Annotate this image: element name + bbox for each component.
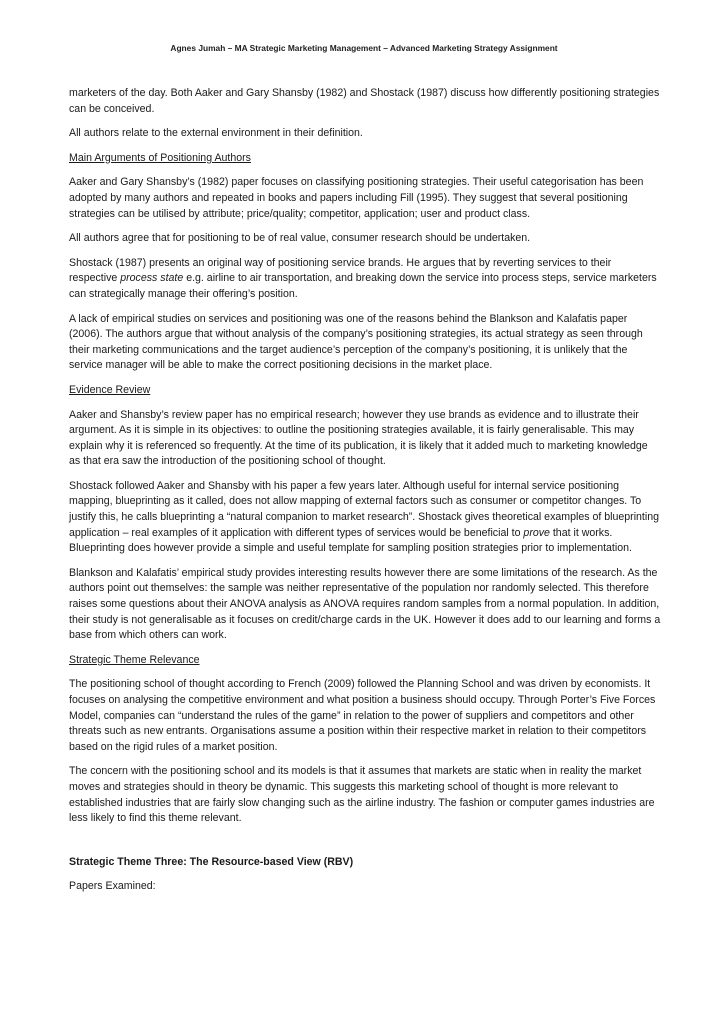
running-header: Agnes Jumah – MA Strategic Marketing Management – Advanced Marketing Strategy Assignment xyxy=(170,43,558,53)
text-run: Strategic Theme Three: The Resource-based View (RBV) xyxy=(69,855,354,868)
body-paragraph xyxy=(69,256,661,303)
theme-heading xyxy=(69,855,661,871)
italic-text: prove xyxy=(523,526,550,539)
body-paragraph xyxy=(69,312,661,374)
text-run: A lack of empirical studies on services and positioning was one of the reasons behind the Blankson and Kalafatis paper (2006). The authors argue that without analysis of the company’s positioning strategies, its actual strategy as seen through their marketing communications and the target audience’s perception of the company’s positioning, it is unlikely that the service manager will be able to make the correct positioning decisions in the market place. xyxy=(69,312,643,372)
text-run: Shostack (1987) presents an original way of positioning service brands. He argues that by reverting services to their respective xyxy=(69,256,612,285)
body-paragraph xyxy=(69,86,661,117)
text-run: Main Arguments of Positioning Authors xyxy=(69,151,251,164)
body-paragraph xyxy=(69,231,661,247)
text-run: Aaker and Shansby’s review paper has no empirical research; however they use brands as evidence and to illustrate their argument. As it is simple in its objectives: to outline the positioning strategies available, it is fairly generalisable. This may explain why it is referenced so frequently. At the time of its publication, it is likely that it added much to marketing knowledge as that era saw the introduction of the positioning school of thought. xyxy=(69,408,648,468)
body-paragraph xyxy=(69,408,661,470)
text-run: All authors relate to the external environment in their definition. xyxy=(69,127,363,140)
text-run: marketers of the day. Both Aaker and Gary Shansby (1982) and Shostack (1987) discuss how differently positioning strategies can be conceived. xyxy=(69,87,660,115)
document-body xyxy=(69,86,661,904)
text-run: The positioning school of thought according to French (2009) followed the Planning School and was driven by economists. It focuses on analysing the competitive environment and what position a business should occupy. Through Porter’s Five Forces Model, companies can “understand the rules of the game” in relation to the power of suppliers and competitors and other threats such as new entrants. Organisations assume a position within their respective market in relation to their competitors based on the rigid rules of a market position. xyxy=(69,678,656,753)
text-run: that it works. Blueprinting does however provide a simple and useful template for sampling position strategies prior to implementation. xyxy=(69,526,632,555)
text-run: The concern with the positioning school and its models is that it assumes that markets are static when in reality the market moves and strategies should in theory be dynamic. This suggests this marketing school of thought is more relevant to established industries that are fairly slow changing such as the airline industry. The fashion or computer games industries are less likely to find this theme relevant. xyxy=(69,765,655,825)
section-heading xyxy=(69,151,661,167)
text-run: All authors agree that for positioning to be of real value, consumer research should be undertaken. xyxy=(69,232,531,245)
text-run: Aaker and Gary Shansby’s (1982) paper focuses on classifying positioning strategies. Their useful categorisation has been adopted by many authors and repeated in books and papers including Fill (1995). They suggest that several positioning strategies can be utilised by attribute; price/quality; competitor, application; user and product class. xyxy=(69,176,644,220)
text-run: e.g. airline to air transportation, and breaking down the service into process steps, service marketers can strategically manage their offering’s position. xyxy=(69,272,657,300)
text-run: Papers Examined: xyxy=(69,880,156,893)
text-run: Blankson and Kalafatis’ empirical study provides interesting results however there are some limitations of the research. As the authors point out themselves: the sample was neither representative of the population nor randomly selected. This therefore raises some questions about their ANOVA analysis as ANOVA requires random samples from a normal population. In addition, their study is not generalisable as it focuses on credit/charge cards in the UK. However it does add to our learning and forms a base from which others can work. xyxy=(69,566,661,642)
body-paragraph xyxy=(69,764,661,826)
italic-text: process state xyxy=(120,272,184,285)
text-run: Strategic Theme Relevance xyxy=(69,653,200,666)
body-paragraph xyxy=(69,677,661,755)
body-paragraph xyxy=(69,126,661,142)
body-paragraph xyxy=(69,566,661,644)
section-heading xyxy=(69,383,661,399)
body-paragraph xyxy=(69,175,661,222)
section-heading xyxy=(69,653,661,669)
text-run: Shostack followed Aaker and Shansby with his paper a few years later. Although useful for internal service positioning mapping, blueprinting as it called, does not allow mapping of external factors such as consumer or competitor changes. To justify this, he calls blueprinting a “natural companion to market research”. Shostack gives theoretical examples of blueprinting application – real examples of it application with different types of services would be beneficial to xyxy=(69,479,660,539)
text-run: Evidence Review xyxy=(69,383,151,396)
body-paragraph xyxy=(69,479,661,557)
body-paragraph xyxy=(69,879,661,895)
